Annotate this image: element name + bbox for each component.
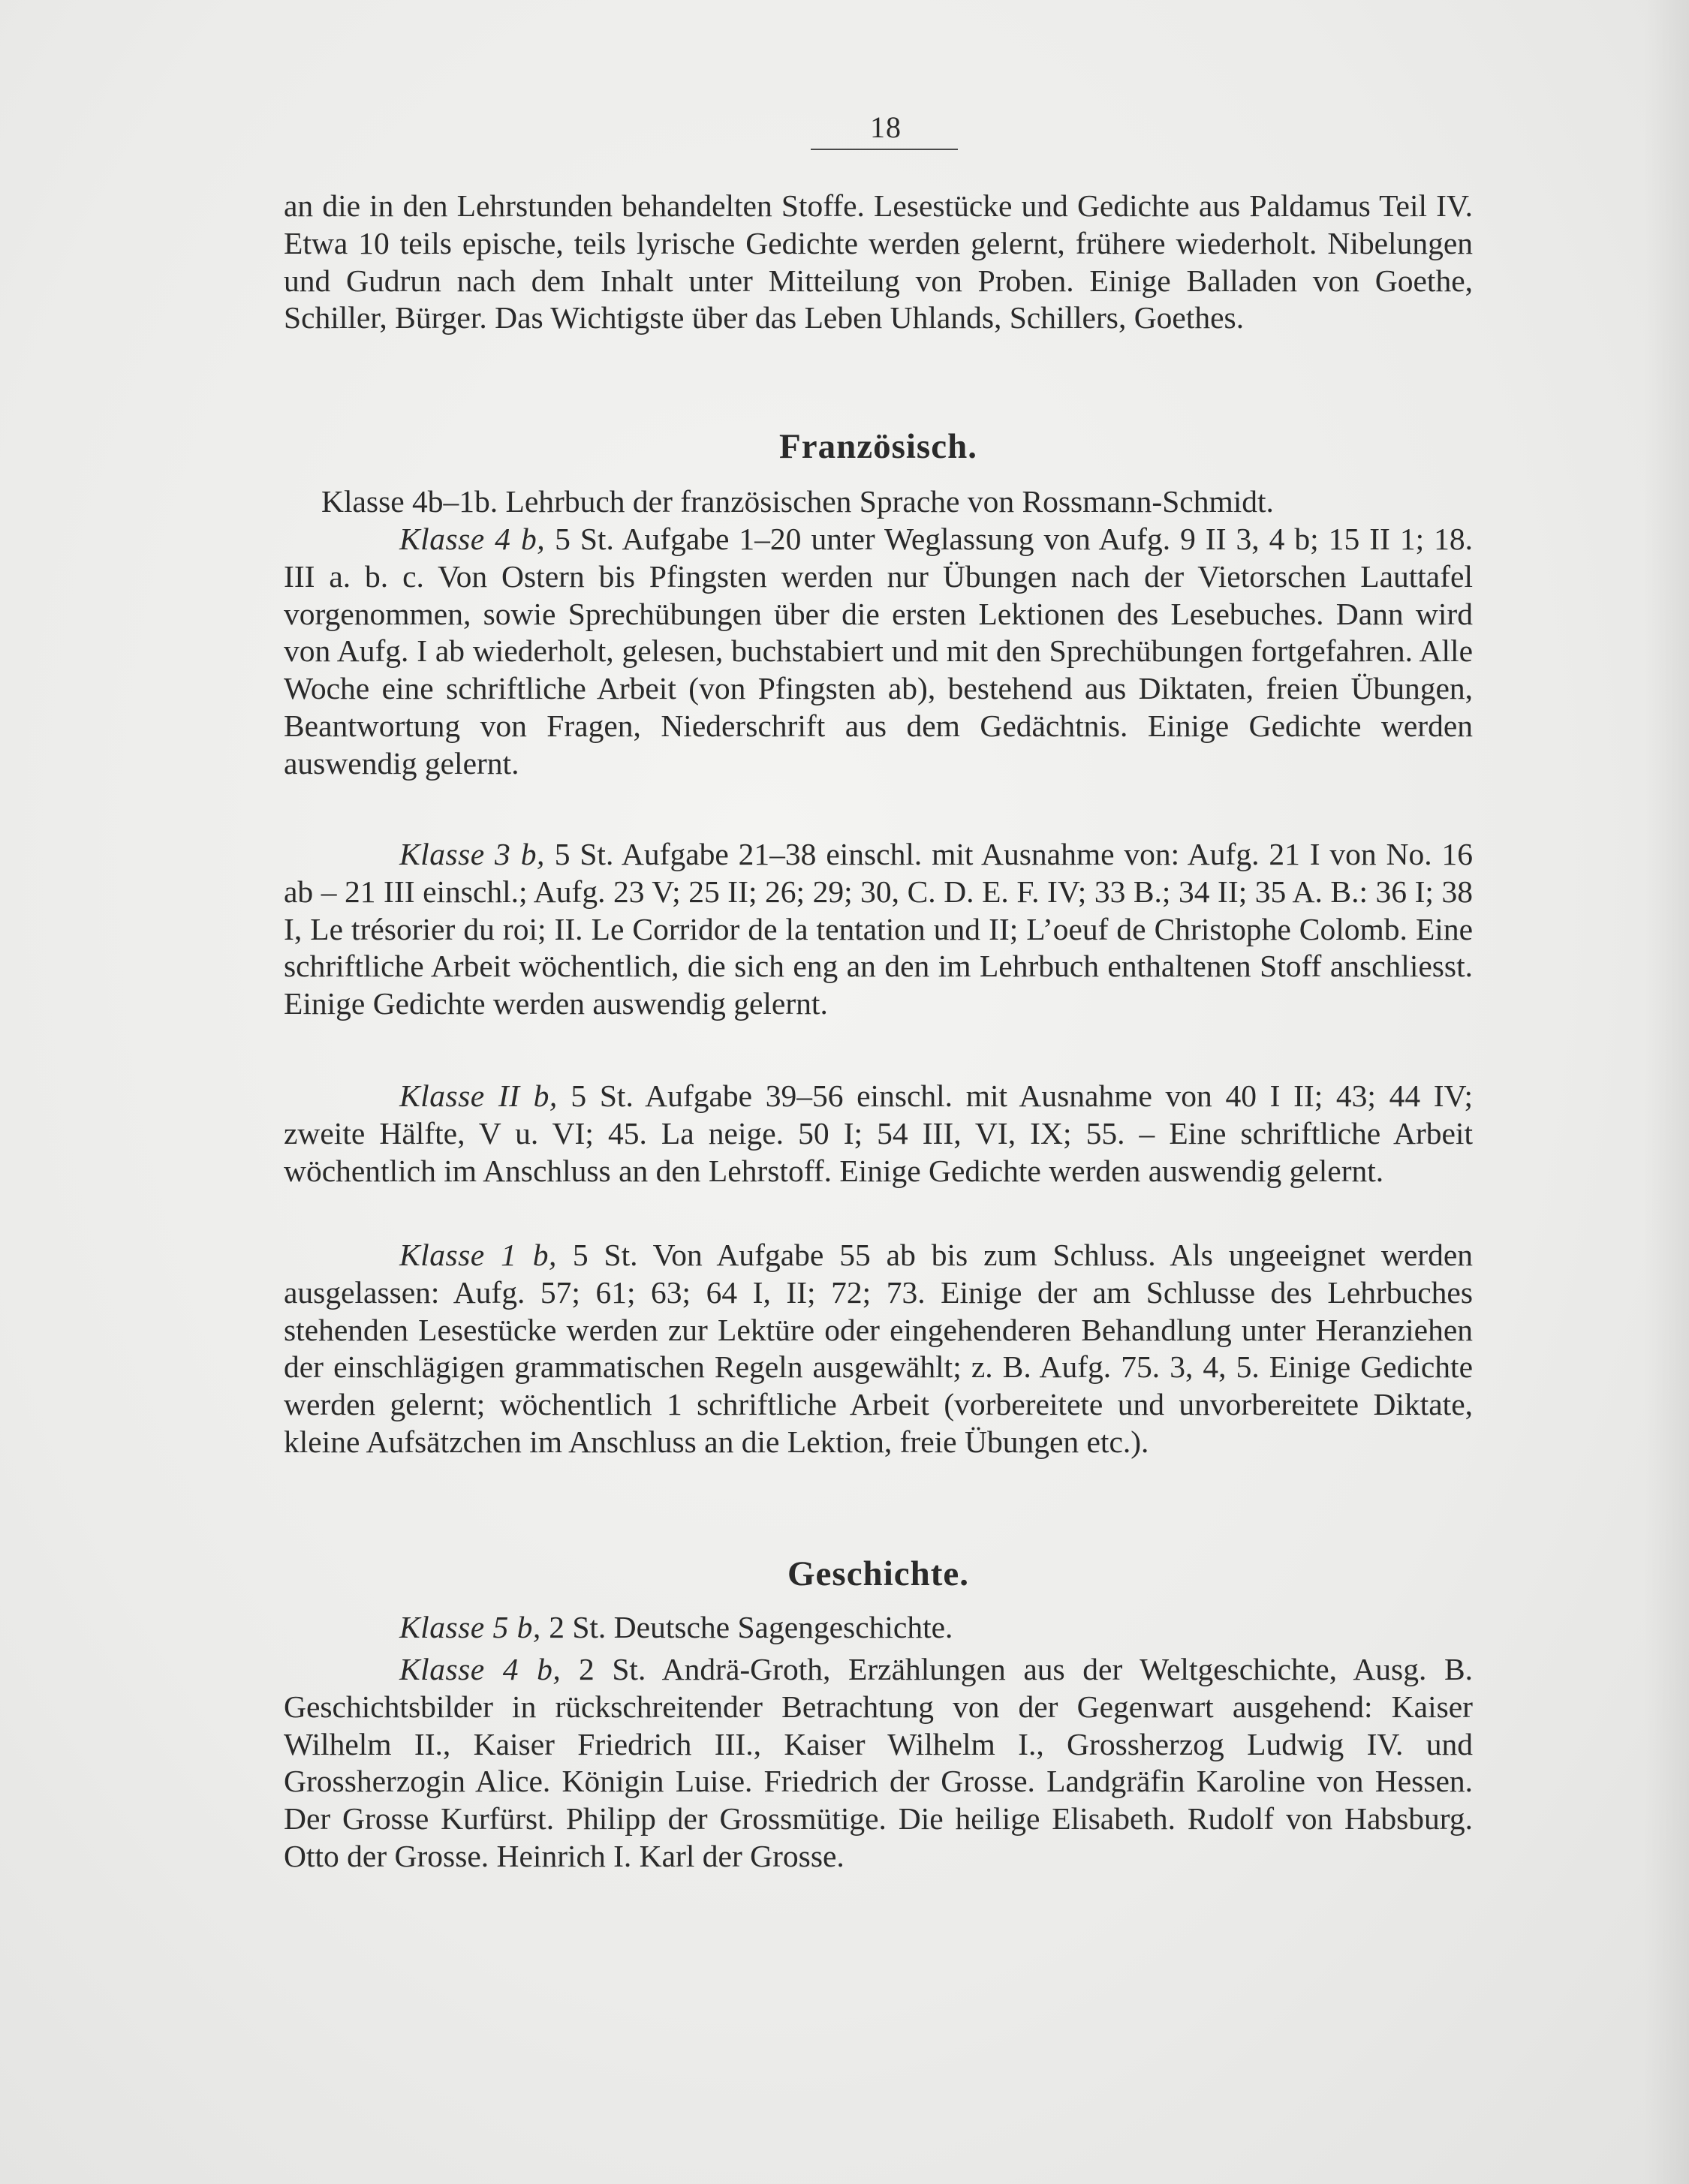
class-label: Klasse 4 b, xyxy=(399,1652,561,1686)
geschichte-paragraph-4b xyxy=(284,1651,1473,1876)
class-label: Klasse 5 b, xyxy=(399,1610,541,1644)
class-label: Klasse 1 b, xyxy=(399,1238,557,1272)
intro-paragraph: an die in den Lehrstunden behandelten Stoffe. Lesestücke und Gedichte aus Paldamus Teil IV. Etwa 10 teils epische, teils lyrische Gedichte werden gelernt, frühere wiederholt. Nibelungen und Gudrun nach dem Inhalt unter Mitteilung von Proben. Einige Balladen von Goethe, Schiller, Bürger. Das Wichtigste über das Leben Uhlands, Schillers, Goethes. xyxy=(284,188,1473,335)
paragraph-text: 5 St. Von Aufgabe 55 ab bis zum Schluss. Als ungeeignet werden ausgelassen: Aufg. 57; 61; 63; 64 I, II; 72; 73. Einige der am Schlusse des Lehrbuches stehenden Lesestücke werden zur Lektüre oder eingehenderen Behandlung unter Heranziehen der einschlägigen grammatischen Regeln ausgewählt; z. B. Aufg. 75. 3, 4, 5. Einige Gedichte werden gelernt; wöchentlich 1 schriftliche Arbeit (vorbereitete und unvorbereitete Diktate, kleine Aufsätzchen im Anschluss an die Lektion, freie Übungen etc.). xyxy=(284,1238,1474,1459)
class-label: Klasse II b, xyxy=(399,1078,558,1113)
section-heading-franzoesisch: Französisch. xyxy=(779,427,977,466)
paragraph-text: 5 St. Aufgabe 39–56 einschl. mit Ausnahme von 40 I II; 43; 44 IV; zweite Hälfte, V u. VI; 45. La neige. 50 I; 54 III, VI, IX; 55. – Eine schriftliche Arbeit wöchentlich im Anschluss an den Lehrstoff. Einige Gedichte werden auswendig gelernt. xyxy=(284,1078,1473,1188)
page-edge-shadow xyxy=(1644,0,1689,2184)
page-number-rule xyxy=(811,149,958,150)
geschichte-paragraph-5b xyxy=(284,1609,1473,1647)
franzoesisch-paragraph-1b xyxy=(284,1237,1473,1461)
franzoesisch-paragraph-3b xyxy=(284,836,1473,1023)
franzoesisch-paragraph-IIb xyxy=(284,1078,1473,1190)
franzoesisch-paragraph-4b xyxy=(284,521,1473,783)
paragraph-text: 5 St. Aufgabe 21–38 einschl. mit Ausnahme von: Aufg. 21 I von No. 16 ab – 21 III einschl.; Aufg. 23 V; 25 II; 26; 29; 30, C. D. E. F. IV; 33 B.; 34 II; 35 A. B.: 36 I; 38 I, Le trésorier du roi; II. Le Corridor de la tentation und II; L’oeuf de Christophe Colomb. Eine schriftliche Arbeit wöchentlich, die sich eng an den im Lehrbuch enthaltenen Stoff anschliesst. Einige Gedichte werden auswendig gelernt. xyxy=(284,837,1474,1021)
class-label: Klasse 3 b, xyxy=(399,837,545,871)
franzoesisch-overview: Klasse 4b–1b. Lehrbuch der französischen Sprache von Rossmann-Schmidt. xyxy=(321,484,1274,519)
page-number: 18 xyxy=(870,110,902,144)
section-heading-geschichte: Geschichte. xyxy=(787,1554,970,1593)
class-label: Klasse 4 b, xyxy=(399,522,546,556)
paragraph-text: 5 St. Aufgabe 1–20 unter Weglassung von Aufg. 9 II 3, 4 b; 15 II 1; 18. III a. b. c. Von Ostern bis Pfingsten werden nur Übungen nach der Vietorschen Lauttafel vorgenommen, sowie Sprechübungen über die ersten Lektionen des Lesebuches. Dann wird von Aufg. I ab wiederholt, gelesen, buchstabiert und mit den Sprechübungen fortgefahren. Alle Woche eine schriftliche Arbeit (von Pfingsten ab), bestehend aus Diktaten, freien Übungen, Beantwortung von Fragen, Niederschrift aus dem Gedächtnis. Einige Gedichte werden auswendig gelernt. xyxy=(284,522,1474,781)
paragraph-text: 2 St. Deutsche Sagengeschichte. xyxy=(549,1610,953,1644)
paragraph-text: 2 St. Andrä-Groth, Erzählungen aus der Weltgeschichte, Ausg. B. Geschichtsbilder in rückschreitender Betrachtung von der Gegenwart ausgehend: Kaiser Wilhelm II., Kaiser Friedrich III., Kaiser Wilhelm I., Grossherzog Ludwig IV. und Grossherzogin Alice. Königin Luise. Friedrich der Grosse. Landgräfin Karoline von Hessen. Der Grosse Kurfürst. Philipp der Grossmütige. Die heilige Elisabeth. Rudolf von Habsburg. Otto der Grosse. Heinrich I. Karl der Grosse. xyxy=(284,1652,1474,1873)
